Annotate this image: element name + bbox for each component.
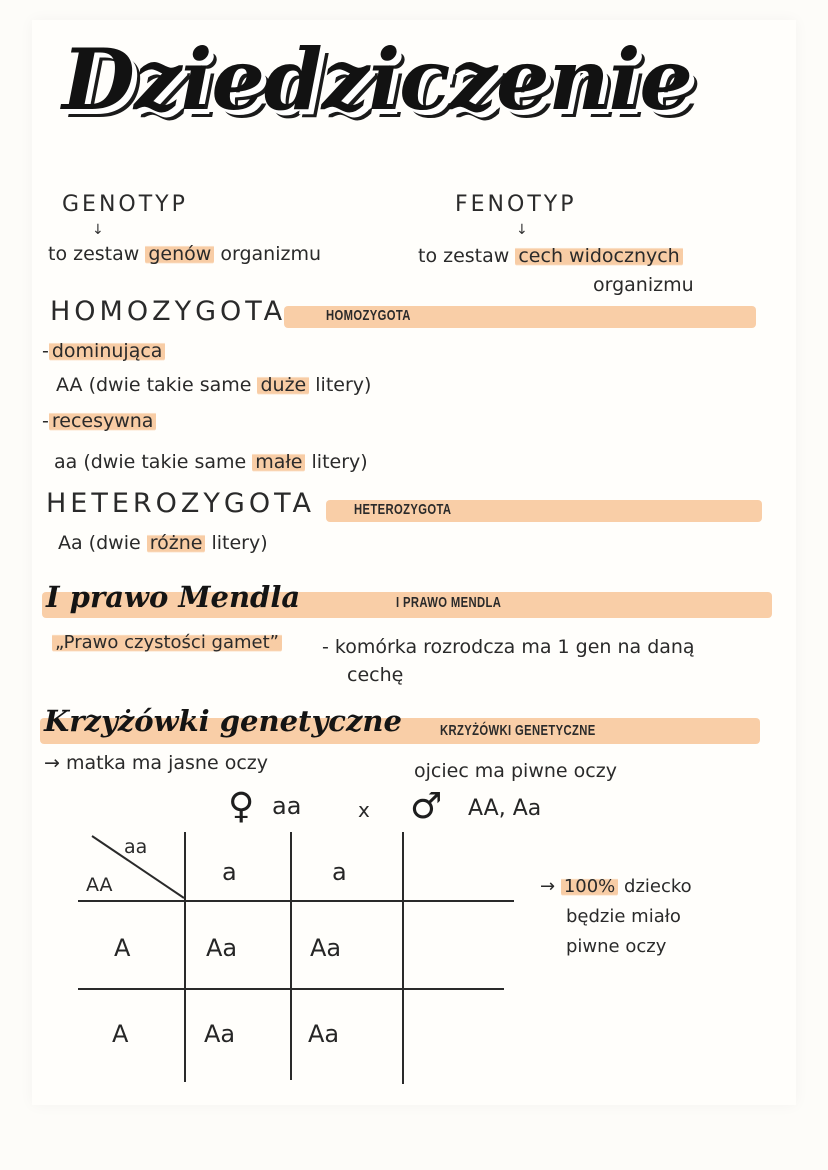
phenotype-definition-line2: organizmu: [593, 274, 694, 296]
punnett-cell: Aa: [310, 934, 342, 962]
father-trait: ojciec ma piwne oczy: [414, 760, 617, 782]
heterozygote-description: Aa (dwie różne litery): [58, 532, 268, 554]
mendel-band-label: I PRAWO MENDLA: [396, 594, 502, 611]
row-header: A: [112, 1020, 129, 1048]
mendel-law-description-line2: cechę: [347, 664, 404, 686]
row-header: A: [114, 934, 131, 962]
punnett-cell: Aa: [206, 934, 238, 962]
page-title: Dziedziczenie: [62, 30, 692, 129]
mendel-law-description: - komórka rozrodcza ma 1 gen na daną: [322, 636, 695, 658]
recessive-letters-highlight: małe: [252, 451, 305, 473]
column-header: a: [222, 858, 237, 886]
dominant-item: - dominująca: [42, 340, 165, 362]
punnett-cell: Aa: [308, 1020, 340, 1048]
female-symbol-icon: ♀: [228, 786, 255, 827]
homozygote-band-label: HOMOZYGOTA: [326, 307, 411, 324]
genotype-highlight: genów: [145, 243, 214, 265]
crosses-heading: Krzyżówki genetyczne: [44, 704, 402, 738]
genotype-definition: to zestaw genów organizmu: [48, 243, 322, 265]
crosses-band-label: KRZYŻÓWKI GENETYCZNE: [440, 722, 596, 739]
corner-top-genotype: aa: [124, 836, 148, 858]
heterozygote-band-label: HETEROZYGOTA: [354, 501, 452, 518]
homozygote-heading: HOMOZYGOTA: [50, 296, 287, 327]
dominant-letters-highlight: duże: [257, 374, 309, 396]
result-note: → 100% dziecko: [540, 876, 692, 897]
recessive-description: aa (dwie takie same małe litery): [54, 451, 368, 473]
down-arrow-icon: ↓: [92, 222, 104, 238]
result-note-line3: piwne oczy: [566, 936, 667, 957]
male-symbol-icon: ♂: [410, 786, 443, 827]
result-note-line2: będzie miało: [566, 906, 681, 927]
recessive-highlight: recesywna: [49, 410, 157, 432]
mother-trait: → matka ma jasne oczy: [44, 752, 268, 774]
phenotype-highlight: cech widocznych: [515, 245, 682, 267]
grid-line: [402, 832, 404, 1084]
recessive-item: - recesywna: [42, 410, 156, 432]
dominant-description: AA (dwie takie same duże litery): [56, 374, 372, 396]
genotype-label: GENOTYP: [62, 192, 188, 217]
phenotype-label: FENOTYP: [455, 192, 577, 217]
right-arrow-icon: →: [540, 876, 556, 897]
column-header: a: [332, 858, 347, 886]
dominant-highlight: dominująca: [49, 340, 166, 362]
male-genotype: AA, Aa: [468, 796, 542, 821]
punnett-cell: Aa: [204, 1020, 236, 1048]
phenotype-definition: to zestaw cech widocznych: [418, 245, 683, 267]
paper-sheet: [32, 20, 796, 1105]
female-genotype: aa: [272, 792, 302, 820]
heterozygote-heading: HETEROZYGOTA: [46, 488, 315, 519]
mendel-heading: I prawo Mendla: [46, 580, 301, 614]
down-arrow-icon: ↓: [516, 222, 528, 238]
grid-line: [290, 832, 292, 1080]
mendel-law-name: „Prawo czystości gamet”: [52, 632, 282, 653]
heterozygote-highlight: różne: [147, 532, 206, 554]
cross-symbol: x: [358, 798, 370, 822]
corner-left-genotype: AA: [86, 874, 113, 896]
result-percent: 100%: [561, 876, 618, 897]
